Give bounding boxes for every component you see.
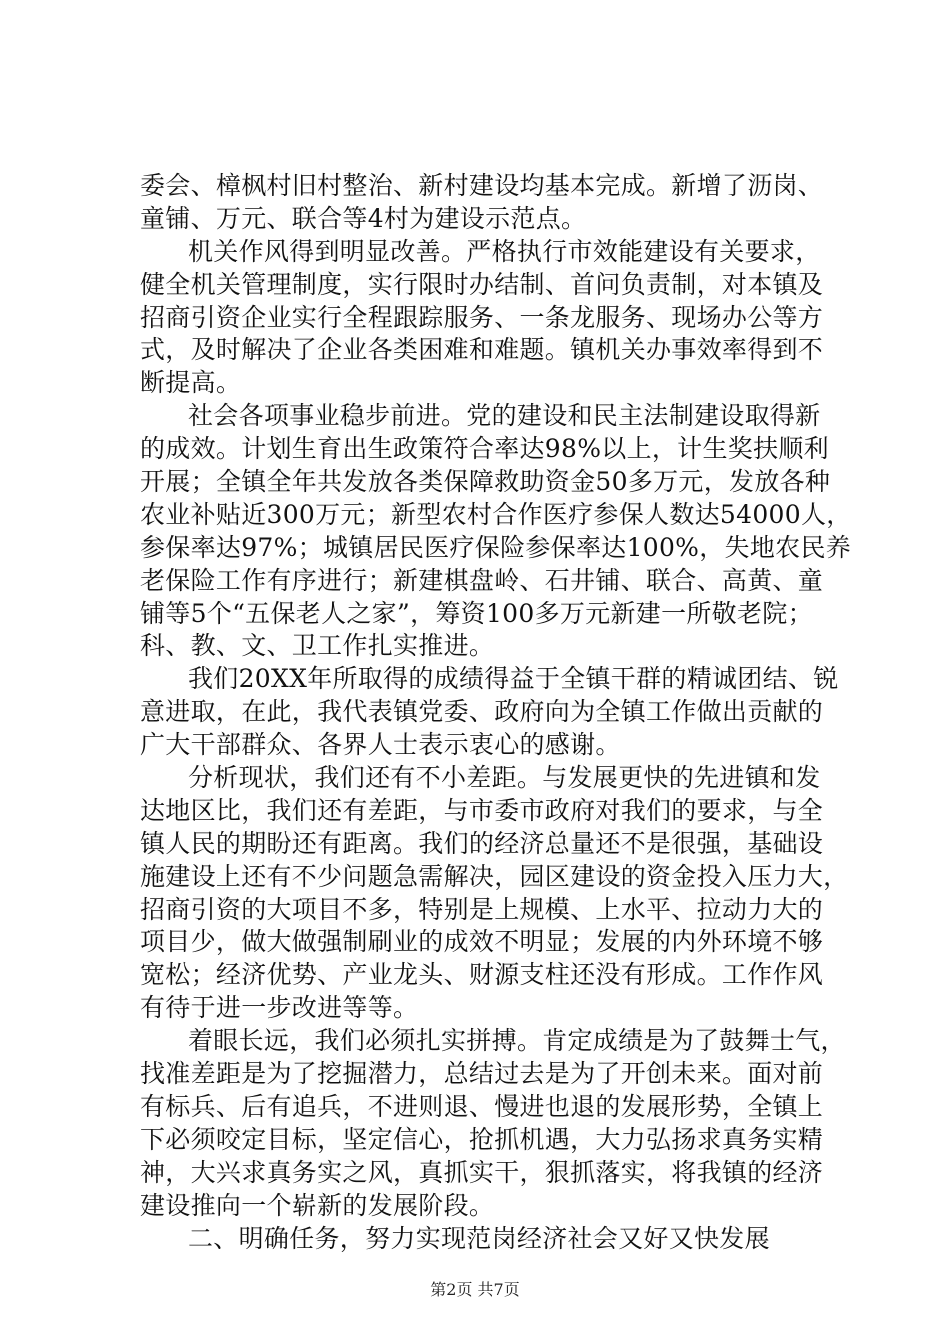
paragraph-line: 有标兵、后有追兵，不进则退、慢进也退的发展形势，全镇上 bbox=[140, 1091, 824, 1121]
paragraph-first-line: 社会各项事业稳步前进。党的建设和民主法制建设取得新 bbox=[188, 401, 821, 431]
paragraph-line: 达地区比，我们还有差距，与市委市政府对我们的要求，与全 bbox=[140, 795, 824, 825]
paragraph-line: 施建设上还有不少问题急需解决，园区建设的资金投入压力大， bbox=[140, 861, 849, 891]
paragraph-line: 童铺、万元、联合等4村为建设示范点。 bbox=[140, 203, 587, 233]
paragraph-line: 招商引资企业实行全程跟踪服务、一条龙服务、现场办公等方 bbox=[140, 302, 824, 332]
paragraph-first-line: 二、明确任务，努力实现范岗经济社会又好又快发展 bbox=[188, 1223, 770, 1253]
paragraph-line: 铺等5个“五保老人之家”，筹资100多万元新建一所敬老院； bbox=[140, 598, 813, 628]
paragraph-line: 的成效。计划生育出生政策符合率达98%以上，计生奖扶顺利 bbox=[140, 434, 829, 464]
paragraph-line: 宽松；经济优势、产业龙头、财源支柱还没有形成。工作作风 bbox=[140, 960, 824, 990]
paragraph-line: 镇人民的期盼还有距离。我们的经济总量还不是很强，基础设 bbox=[140, 828, 824, 858]
paragraph-line: 有待于进一步改进等等。 bbox=[140, 993, 419, 1023]
paragraph-first-line: 我们20XX年所取得的成绩得益于全镇干群的精诚团结、锐 bbox=[188, 664, 839, 694]
paragraph-line: 老保险工作有序进行；新建棋盘岭、石井铺、联合、高黄、童 bbox=[140, 565, 824, 595]
paragraph-line: 农业补贴近300万元；新型农村合作医疗参保人数达54000人， bbox=[140, 499, 852, 529]
document-body bbox=[140, 170, 852, 1255]
paragraph-line: 科、教、文、卫工作扎实推进。 bbox=[140, 631, 495, 661]
paragraph-line: 式，及时解决了企业各类困难和难题。镇机关办事效率得到不 bbox=[140, 335, 824, 365]
paragraph-line: 找准差距是为了挖掘潜力，总结过去是为了开创未来。面对前 bbox=[140, 1059, 824, 1089]
paragraph-line: 建设推向一个崭新的发展阶段。 bbox=[140, 1190, 495, 1220]
paragraph-first-line: 着眼长远，我们必须扎实拼搏。肯定成绩是为了鼓舞士气， bbox=[188, 1026, 846, 1056]
paragraph-line: 断提高。 bbox=[140, 368, 242, 398]
paragraph-line: 项目少，做大做强制刷业的成效不明显；发展的内外环境不够 bbox=[140, 927, 824, 957]
paragraph-line: 招商引资的大项目不多，特别是上规模、上水平、拉动力大的 bbox=[140, 894, 824, 924]
paragraph-line: 参保率达97%；城镇居民医疗保险参保率达100%，失地农民养 bbox=[140, 532, 852, 562]
paragraph-line: 广大干部群众、各界人士表示衷心的感谢。 bbox=[140, 730, 621, 760]
paragraph-line: 下必须咬定目标，坚定信心，抢抓机遇，大力弘扬求真务实精 bbox=[140, 1124, 824, 1154]
paragraph-line: 意进取，在此，我代表镇党委、政府向为全镇工作做出贡献的 bbox=[140, 697, 824, 727]
paragraph-first-line: 分析现状，我们还有不小差距。与发展更快的先进镇和发 bbox=[188, 763, 821, 793]
paragraph-line: 开展；全镇全年共发放各类保障救助资金50多万元，发放各种 bbox=[140, 467, 831, 497]
paragraph-line: 神，大兴求真务实之风，真抓实干，狠抓落实，将我镇的经济 bbox=[140, 1157, 824, 1187]
paragraph-line: 健全机关管理制度，实行限时办结制、首问负责制，对本镇及 bbox=[140, 269, 824, 299]
paragraph-line: 委会、樟枫村旧村整治、新村建设均基本完成。新增了沥岗、 bbox=[140, 171, 824, 200]
paragraph-first-line: 机关作风得到明显改善。严格执行市效能建设有关要求， bbox=[188, 236, 821, 266]
page-footer: 第2页 共7页 bbox=[430, 1280, 520, 1299]
